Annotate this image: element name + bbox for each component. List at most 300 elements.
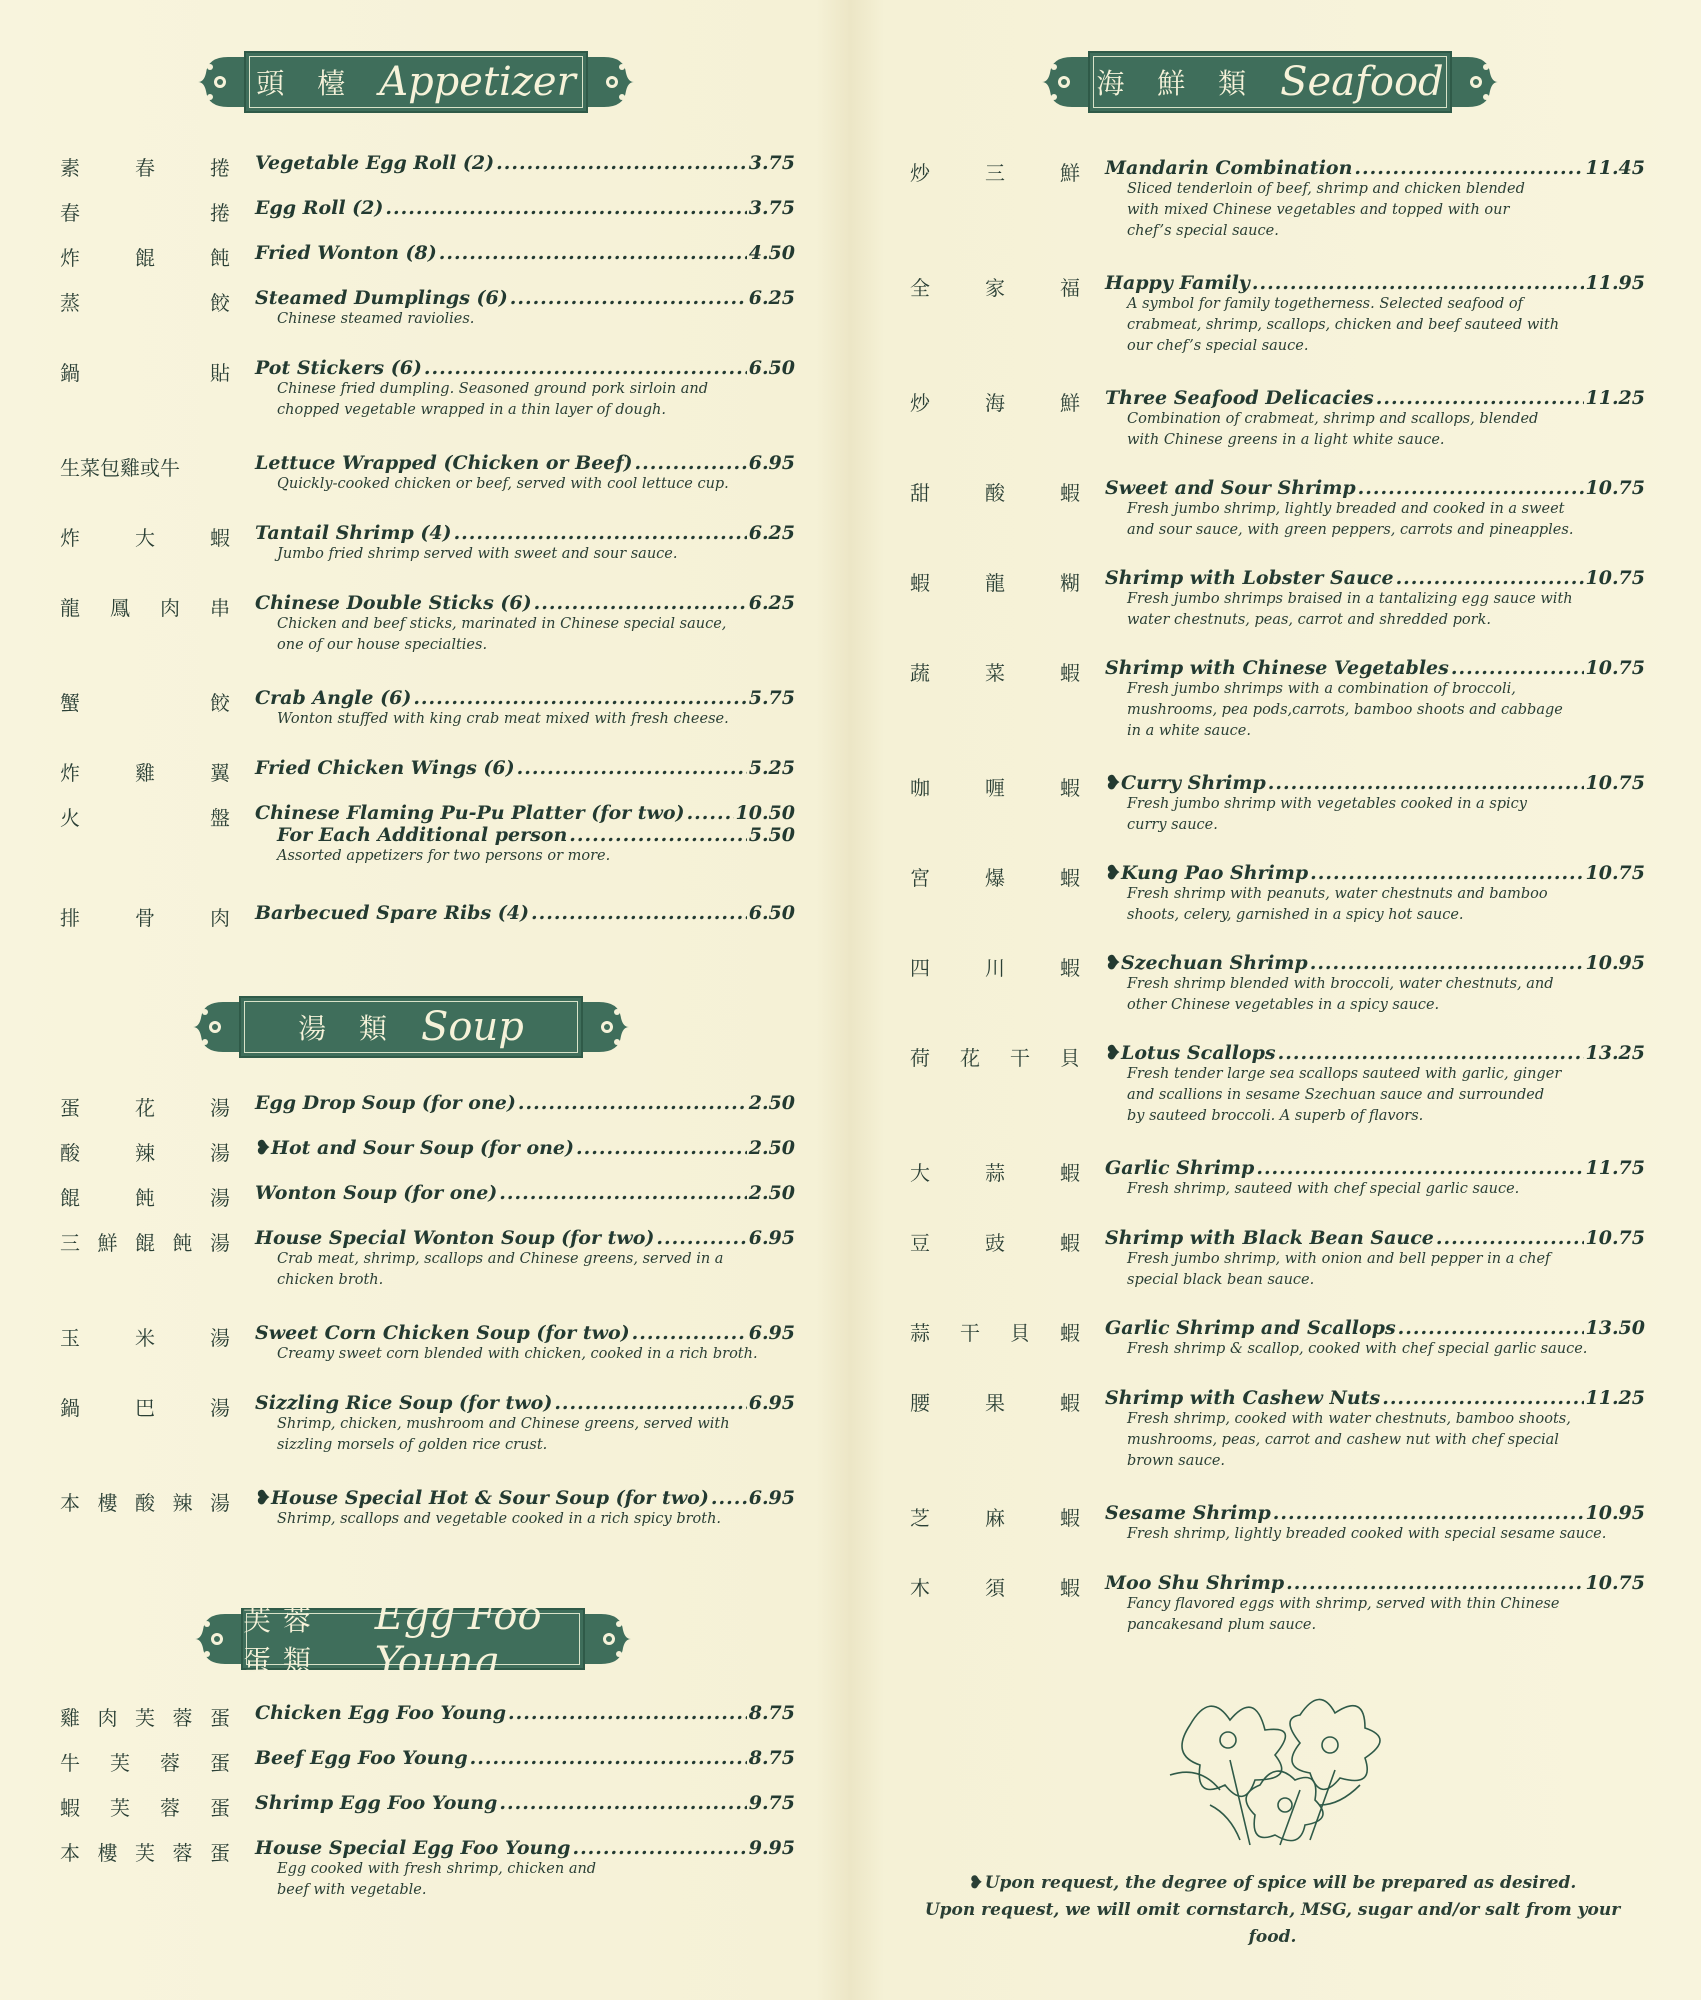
description-line: water chestnuts, peas, carrot and shredded pork. [1127,612,1491,628]
menu-item-body [1105,1317,1645,1360]
chinese-char: 蝦 [1060,1576,1080,1600]
chinese-char: 湯 [210,1141,230,1165]
menu-item-description [1127,1179,1645,1200]
dot-leader [632,1322,747,1344]
menu-item-chinese-name [60,687,230,716]
menu-item-row [1105,657,1645,679]
appetizer-title-plate [244,51,588,113]
menu-item-row [1105,1572,1645,1594]
menu-item-price: 8.75 [748,1747,795,1769]
description-line: Fresh jumbo shrimp with vegetables cooked in a spicy [1127,796,1527,812]
menu-item-name: Lotus Scallops [1121,1042,1276,1064]
chinese-char: 樓 [97,1491,118,1515]
menu-item-name: Shrimp with Chinese Vegetables [1105,657,1449,679]
menu-item-row [255,1092,795,1114]
menu-item-body [255,1487,795,1530]
menu-item-name: Garlic Shrimp [1105,1157,1255,1179]
menu-item-price: 2.50 [748,1137,795,1159]
menu-item-body [1105,1387,1645,1472]
soup-title-en: Soup [421,1004,524,1050]
menu-item-body [1105,1042,1645,1127]
dot-leader [1398,1317,1584,1339]
description-line: Assorted appetizers for two persons or more. [277,848,611,864]
chinese-char: 蒜 [910,1321,930,1345]
menu-item-name: Happy Family [1105,272,1250,294]
menu-item-chinese-name [910,1572,1080,1601]
menu-item-chinese-name [60,1227,230,1256]
description-line: Fresh shrimp with peanuts, water chestnuts and bamboo [1127,886,1548,902]
chinese-char: 蝦 [910,571,930,595]
chinese-char: 蛋 [210,1706,230,1730]
chinese-char: 餃 [210,291,230,315]
left-ornament-icon [195,1610,241,1668]
chinese-char: 咖 [910,776,930,800]
chinese-char: 芙 [135,1706,155,1730]
menu-item-price: 10.75 [1585,477,1645,499]
description-line: chef’s special sauce. [1127,223,1279,239]
dot-leader [454,522,747,544]
description-line: brown sauce. [1127,1453,1226,1469]
menu-item-row [255,1747,795,1769]
menu-item-body [1105,1157,1645,1200]
menu-item-name: Barbecued Spare Ribs (4) [255,902,529,924]
description-line: special black bean sauce. [1127,1272,1315,1288]
description-line: shoots, celery, garnished in a spicy hot sauce. [1127,907,1464,923]
eggfooyoung-title-zh: 芙蓉蛋類 [243,1604,324,1677]
menu-item-name: Fried Chicken Wings (6) [255,757,515,779]
menu-item-row [1105,772,1645,794]
dot-leader [496,152,747,174]
menu-item-chinese-name [60,1137,230,1166]
menu-item-price: 10.75 [1585,1572,1645,1594]
menu-item-body [255,152,795,174]
spicy-icon: ❥ [255,1487,271,1509]
chinese-char: 福 [1060,276,1080,300]
description-line: Fresh shrimp, cooked with water chestnuts, bamboo shoots, [1127,1411,1571,1427]
chinese-char: 湯 [210,1491,230,1515]
dot-leader [508,1702,747,1724]
appetizer-section-banner [198,53,634,111]
chinese-char: 須 [985,1576,1005,1600]
dot-leader [424,357,747,379]
menu-item-chinese-name [60,902,230,931]
description-line: by sauteed broccoli. A superb of flavors. [1127,1108,1424,1124]
menu-item-name: Chicken Egg Foo Young [255,1702,506,1724]
chinese-char: 四 [910,956,930,980]
menu-item-body [1105,157,1645,242]
chinese-char: 蓉 [160,1751,180,1775]
menu-item-row [1105,1227,1645,1249]
chinese-char: 肉 [210,906,230,930]
menu-item-description [1127,1064,1645,1127]
chinese-char: 三 [985,161,1005,185]
menu-item-name: Sweet and Sour Shrimp [1105,477,1356,499]
menu-item-price: 5.75 [748,687,795,709]
chinese-char: 豉 [985,1231,1005,1255]
menu-item-name: Lettuce Wrapped (Chicken or Beef) [255,452,633,474]
menu-item-chinese-name [60,452,230,481]
menu-item-chinese-name [910,657,1080,686]
menu-item-row [255,152,795,174]
menu-item-chinese-name [60,1702,230,1731]
seafood-title-en: Seafood [1280,59,1444,105]
dot-leader [1256,1157,1583,1179]
dot-leader [1273,1502,1584,1524]
menu-item-row [1105,952,1645,974]
menu-item-row [255,592,795,614]
menu-item-body [1105,862,1645,926]
chinese-char: 湯 [210,1096,230,1120]
chinese-char: 素 [60,156,80,180]
menu-item-row [255,452,795,474]
chinese-char: 炸 [60,761,80,785]
dot-leader [499,1182,746,1204]
description-line: Combination of crabmeat, shrimp and scallops, blended [1127,411,1539,427]
menu-item-price: 6.25 [748,592,795,614]
chinese-char: 蝦 [1060,776,1080,800]
description-line: with Chinese greens in a light white sauce. [1127,432,1445,448]
chinese-char: 芙 [110,1751,130,1775]
spicy-icon: ❥ [255,1137,271,1159]
chinese-char: 干 [1010,1046,1030,1070]
dot-leader [1451,657,1584,679]
menu-item-chinese-name [60,522,230,551]
menu-item-price: 10.75 [1585,567,1645,589]
menu-item-name: Shrimp with Black Bean Sauce [1105,1227,1434,1249]
chinese-char: 花 [960,1046,980,1070]
chinese-char: 蝦 [1060,661,1080,685]
menu-item-description [277,474,795,495]
menu-item-price: 8.75 [748,1702,795,1724]
menu-item-row [255,1837,795,1859]
chinese-char: 炸 [60,246,80,270]
chinese-char: 麻 [985,1506,1005,1530]
dot-leader [531,902,747,924]
chinese-char: 干 [960,1321,980,1345]
menu-item-name: Mandarin Combination [1105,157,1353,179]
menu-item-price: 6.95 [748,1322,795,1344]
menu-item-price: 11.75 [1585,1157,1645,1179]
spicy-icon: ❥ [1105,1042,1121,1064]
menu-item-body [255,592,795,656]
menu-item-price: 10.75 [1585,1227,1645,1249]
chinese-char: 大 [135,526,155,550]
menu-item-chinese-name [60,1092,230,1121]
dot-leader [1358,477,1584,499]
menu-item-price: 5.25 [748,757,795,779]
dot-leader [1268,772,1584,794]
menu-item-name: Shrimp Egg Foo Young [255,1792,498,1814]
chinese-char: 芝 [910,1506,930,1530]
menu-item-row [255,802,795,824]
menu-item-row [1105,387,1645,409]
dot-leader [518,1092,747,1114]
chinese-char: 蛋 [210,1796,230,1820]
menu-item-chinese-name [60,592,230,621]
dot-leader [1354,157,1583,179]
description-line: Creamy sweet corn blended with chicken, cooked in a rich broth. [277,1346,758,1362]
chinese-char: 糊 [1060,571,1080,595]
chinese-char: 貝 [1010,1321,1030,1345]
chinese-char: 蝦 [1060,866,1080,890]
chinese-char: 骨 [135,906,155,930]
chinese-char: 肉 [97,1706,118,1730]
chinese-char: 龍 [985,571,1005,595]
menu-item-chinese-name [60,242,230,271]
chinese-char: 蒸 [60,291,80,315]
dot-leader [439,242,747,264]
menu-item-description [1127,794,1645,836]
description-line: A symbol for family togetherness. Selected seafood of [1127,296,1523,312]
menu-item-name: Beef Egg Foo Young [255,1747,468,1769]
menu-item-price: 6.95 [748,1487,795,1509]
description-line: beef with vegetable. [277,1882,427,1898]
menu-item-chinese-name [910,567,1080,596]
menu-item-description [1127,1524,1645,1545]
menu-item-description [1127,294,1645,357]
menu-item-row [255,1322,795,1344]
seafood-title-zh: 海 鮮 類 [1096,67,1259,100]
chinese-char: 牛 [60,1751,80,1775]
menu-item-name: Egg Roll (2) [255,197,384,219]
menu-item-name: Moo Shu Shrimp [1105,1572,1285,1594]
menu-item-chinese-name [60,1792,230,1821]
chinese-char: 米 [135,1326,155,1350]
chinese-char: 酸 [985,481,1005,505]
menu-item-row [1105,1502,1645,1524]
menu-item-row [255,1227,795,1249]
menu-item-price: 6.25 [748,522,795,544]
description-line: mushrooms, pea pods,carrots, bamboo shoots and cabbage [1127,702,1563,718]
chinese-char: 辣 [135,1141,155,1165]
chinese-char: 辣 [172,1491,193,1515]
menu-item-body [1105,772,1645,836]
description-line: Fresh shrimp, lightly breaded cooked with special sesame sauce. [1127,1526,1607,1542]
menu-item-description [1127,1339,1645,1360]
menu-item-chinese-name [60,152,230,181]
menu-item-chinese-name [910,1317,1080,1346]
menu-item-chinese-name [910,952,1080,981]
chinese-char: 鮮 [1060,161,1080,185]
menu-item-description [277,309,795,330]
menu-item-body [255,357,795,421]
chinese-char: 飩 [135,1186,155,1210]
menu-item-body [255,1792,795,1814]
chinese-char: 蝦 [1060,1231,1080,1255]
menu-item-description [1127,499,1645,541]
menu-item-name: Sizzling Rice Soup (for two) [255,1392,553,1414]
menu-item-row [1105,1157,1645,1179]
menu-item-name: Chinese Flaming Pu-Pu Platter (for two) [255,802,685,824]
spicy-icon: ❥ [1105,772,1121,794]
chinese-char: 排 [60,906,80,930]
chinese-char: 蛋 [210,1841,230,1865]
menu-item-chinese-name [910,272,1080,301]
menu-item-body [255,197,795,219]
menu-item-price: 3.75 [748,152,795,174]
description-line: and scallions in sesame Szechuan sauce and surrounded [1127,1087,1545,1103]
menu-item-chinese-name [60,757,230,786]
menu-item-body [255,522,795,565]
dot-leader [569,824,746,846]
menu-item-row [1105,157,1645,179]
chinese-char: 肉 [160,596,180,620]
chinese-char: 湯 [210,1231,230,1255]
menu-item-body [255,287,795,330]
menu-item-name: Szechuan Shrimp [1121,952,1308,974]
chinese-char: 蒜 [985,1161,1005,1185]
menu-item-price: 6.25 [748,287,795,309]
menu-item-price: 11.25 [1585,1387,1645,1409]
menu-item-body [255,902,795,924]
menu-item-description [1127,589,1645,631]
right-ornament-icon [583,998,629,1056]
chinese-char: 湯 [210,1186,230,1210]
chinese-char: 菜 [985,661,1005,685]
chinese-char: 蝦 [1060,481,1080,505]
seafood-title-plate [1088,51,1452,113]
description-line: Shrimp, scallops and vegetable cooked in a rich spicy broth. [277,1511,722,1527]
chinese-char: 火 [60,806,80,830]
right-ornament-icon [588,53,634,111]
chinese-char: 雞 [60,1706,80,1730]
chinese-char: 玉 [60,1326,80,1350]
menu-item-price: 13.25 [1585,1042,1645,1064]
description-line: Fresh shrimp, sauteed with chef special garlic sauce. [1127,1181,1520,1197]
description-line: Crab meat, shrimp, scallops and Chinese greens, served in a [277,1251,724,1267]
menu-item-description [1127,409,1645,451]
eggfooyoung-title-plate [241,1593,585,1685]
menu-item-row [255,1137,795,1159]
menu-item-description [277,379,795,421]
menu-item-name: House Special Hot & Sour Soup (for two) [271,1487,709,1509]
chinese-char: 炒 [910,391,930,415]
description-line: chicken broth. [277,1272,384,1288]
description-line: mushrooms, peas, carrot and cashew nut with chef special [1127,1432,1559,1448]
dot-leader [499,1792,746,1814]
spicy-icon: ❥ [1105,862,1121,884]
dot-leader [656,1227,746,1249]
description-line: one of our house specialties. [277,637,488,653]
description-line: pancakesand plum sauce. [1127,1617,1317,1633]
menu-item-price: 6.50 [748,357,795,379]
menu-item-row [255,287,795,309]
dot-leader [572,1837,746,1859]
menu-item-chinese-name [60,1392,230,1421]
left-ornament-icon [1042,53,1088,111]
menu-item-price: 10.75 [1585,862,1645,884]
chinese-char: 春 [135,156,155,180]
description-line: Fresh jumbo shrimp, lightly breaded and cooked in a sweet [1127,501,1565,517]
description-line: and sour sauce, with green peppers, carrots and pineapples. [1127,522,1574,538]
dot-leader [1278,1042,1584,1064]
chinese-char: 蓉 [172,1841,193,1865]
description-line: with mixed Chinese vegetables and topped with our [1127,202,1510,218]
menu-item-body [255,242,795,264]
dot-leader [1286,1572,1583,1594]
menu-item-row [255,902,795,924]
chinese-char: 海 [985,391,1005,415]
chinese-char: 餛 [60,1186,80,1210]
menu-item-extra-price: 5.50 [748,824,795,846]
menu-item-chinese-name [910,477,1080,506]
chinese-char: 貼 [210,361,230,385]
description-line: Sliced tenderloin of beef, shrimp and chicken blended [1127,181,1525,197]
menu-item-row [1105,567,1645,589]
chinese-char: 三 [60,1231,80,1255]
menu-item-row [255,197,795,219]
menu-item-body [1105,1502,1645,1545]
spice-note: ❥ Upon request, the degree of spice will be prepared as desired. [900,1870,1645,1897]
description-line: Quickly-cooked chicken or beef, served with cool lettuce cup. [277,476,729,492]
chinese-char: 鍋 [60,361,80,385]
menu-item-row [255,1487,795,1509]
chinese-char: 貝 [1060,1046,1080,1070]
menu-item-row [255,522,795,544]
menu-item-body [255,1837,795,1901]
menu-item-price: 6.95 [748,1392,795,1414]
menu-item-description [277,1414,795,1456]
menu-item-price: 10.75 [1585,772,1645,794]
chinese-char: 生菜包雞或牛 [60,456,180,480]
omit-note: Upon request, we will omit cornstarch, MSG, sugar and/or salt from your food. [924,1900,1621,1947]
menu-item-price: 11.45 [1585,157,1645,179]
chinese-char: 喱 [985,776,1005,800]
menu-item-description [277,1344,795,1365]
menu-item-chinese-name [60,1182,230,1211]
menu-item-row [255,687,795,709]
eggfooyoung-section-banner [195,1593,631,1685]
menu-item-description [1127,1249,1645,1291]
menu-item-name: Fried Wonton (8) [255,242,437,264]
chinese-char: 鮮 [1060,391,1080,415]
right-ornament-icon [1452,53,1498,111]
menu-item-body [255,452,795,495]
menu-item-chinese-name [60,802,230,831]
menu-notes [900,1870,1645,1951]
chinese-char: 蝦 [1060,1391,1080,1415]
menu-item-body [255,1227,795,1291]
chinese-char: 甜 [910,481,930,505]
menu-item-price: 11.25 [1585,387,1645,409]
chinese-char: 蓉 [172,1706,193,1730]
chinese-char: 春 [60,201,80,225]
dot-leader [635,452,747,474]
menu-item-body [255,687,795,730]
dot-leader [1396,567,1584,589]
menu-item-body [1105,272,1645,357]
menu-item-chinese-name [910,157,1080,186]
chinese-char: 餛 [135,246,155,270]
chinese-char: 果 [985,1391,1005,1415]
chinese-char: 雞 [135,761,155,785]
menu-item-price: 2.50 [748,1182,795,1204]
appetizer-title-zh: 頭 檯 [256,67,358,100]
description-line: Chinese fried dumpling. Seasoned ground pork sirloin and [277,381,709,397]
chinese-char: 飩 [172,1231,193,1255]
menu-item-price: 6.50 [748,902,795,924]
soup-section-banner [193,998,629,1056]
menu-item-price: 11.95 [1585,272,1645,294]
menu-item-body [255,1137,795,1159]
description-line: Shrimp, chicken, mushroom and Chinese greens, served with [277,1416,730,1432]
dot-leader [1436,1227,1584,1249]
menu-item-row [1105,272,1645,294]
menu-item-chinese-name [910,862,1080,891]
menu-item-body [1105,567,1645,631]
menu-item-name: Crab Angle (6) [255,687,412,709]
menu-item-description [1127,679,1645,742]
